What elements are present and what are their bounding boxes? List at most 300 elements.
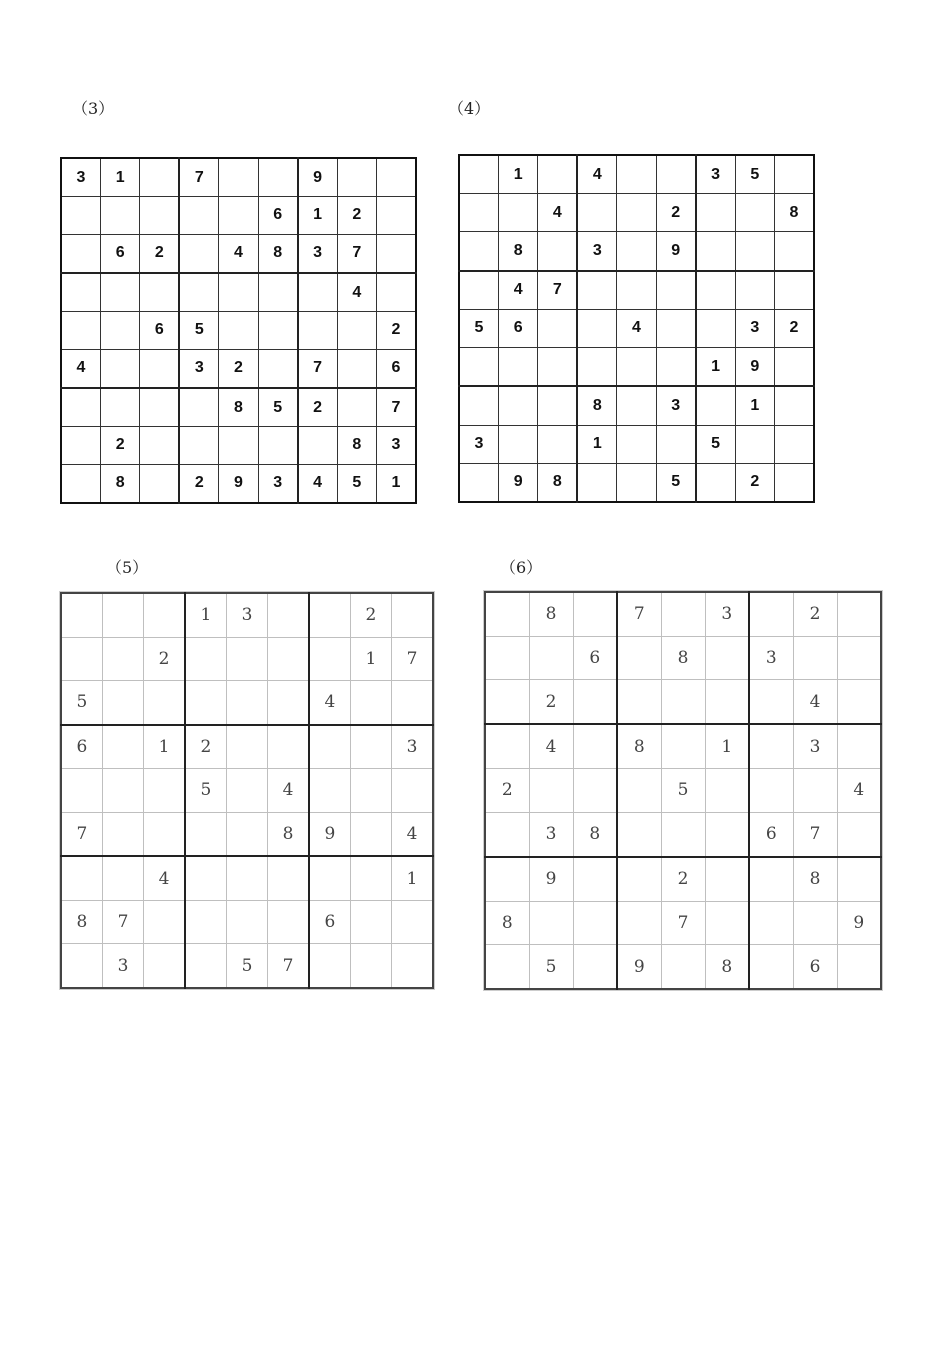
sudoku-cell [226,769,267,812]
sudoku-cell: 3 [735,310,774,348]
grid-row [485,769,881,812]
sudoku-cell [185,856,226,900]
grid-row [61,593,433,637]
sudoku-cell: 2 [661,857,705,901]
sudoku-cell: 8 [61,901,102,944]
sudoku-cell [337,312,376,350]
sudoku-cell [392,901,433,944]
grid-row [485,812,881,856]
sudoku-cell: 3 [656,386,695,425]
sudoku-cell: 8 [617,724,661,768]
sudoku-cell [102,725,143,769]
sudoku-cell: 1 [100,158,139,197]
sudoku-cell [140,197,179,235]
sudoku-cell [793,901,837,944]
sudoku-cell: 5 [459,310,498,348]
sudoku-cell [179,388,218,427]
sudoku-cell [485,857,529,901]
sudoku-cell: 4 [144,856,185,900]
sudoku-cell [837,724,881,768]
sudoku-grid-6 [484,591,882,990]
sudoku-cell: 6 [61,725,102,769]
sudoku-cell [144,901,185,944]
sudoku-cell [392,680,433,724]
sudoku-cell: 7 [337,234,376,273]
sudoku-cell: 6 [498,310,537,348]
sudoku-cell [749,769,793,812]
sudoku-cell [377,273,417,312]
sudoku-cell [219,273,258,312]
sudoku-cell [226,725,267,769]
sudoku-cell [538,155,577,194]
sudoku-cell: 7 [661,901,705,944]
sudoku-cell: 8 [219,388,258,427]
grid-row [459,310,814,348]
sudoku-cell [392,593,433,637]
sudoku-cell: 2 [350,593,391,637]
sudoku-cell [258,349,297,388]
sudoku-cell: 5 [529,945,573,989]
sudoku-cell: 2 [185,725,226,769]
sudoku-cell [179,427,218,465]
sudoku-cell [61,856,102,900]
grid-row [485,901,881,944]
sudoku-cell: 3 [793,724,837,768]
sudoku-cell [459,155,498,194]
sudoku-cell [377,197,417,235]
sudoku-cell: 1 [392,856,433,900]
sudoku-cell [309,593,350,637]
sudoku-cell [258,273,297,312]
sudoku-cell: 3 [749,636,793,679]
sudoku-cell [749,857,793,901]
sudoku-cell [705,636,749,679]
sudoku-cell: 3 [529,812,573,856]
sudoku-cell: 3 [577,232,616,271]
sudoku-cell: 5 [61,680,102,724]
sudoku-cell: 4 [793,680,837,724]
sudoku-cell [61,234,100,273]
sudoku-cell: 1 [696,347,735,386]
sudoku-cell: 9 [617,945,661,989]
sudoku-cell [735,232,774,271]
sudoku-cell [61,769,102,812]
sudoku-cell: 9 [656,232,695,271]
sudoku-cell [350,944,391,988]
grid-row [61,464,416,503]
sudoku-cell: 4 [837,769,881,812]
sudoku-cell [459,386,498,425]
sudoku-cell [577,271,616,310]
sudoku-cell [392,769,433,812]
sudoku-cell [337,349,376,388]
sudoku-cell: 3 [377,427,417,465]
sudoku-cell [573,680,617,724]
sudoku-cell [185,901,226,944]
sudoku-cell [144,944,185,988]
sudoku-cell: 7 [392,637,433,680]
sudoku-cell [837,857,881,901]
sudoku-cell: 3 [298,234,337,273]
sudoku-cell [617,857,661,901]
sudoku-cell: 6 [140,312,179,350]
sudoku-cell: 9 [309,812,350,856]
sudoku-cell [735,271,774,310]
sudoku-cell [144,680,185,724]
sudoku-cell: 3 [459,425,498,463]
sudoku-cell [837,812,881,856]
sudoku-cell: 7 [268,944,309,988]
grid-row [459,232,814,271]
puzzle-label-6: （6） [500,558,543,577]
sudoku-cell [226,680,267,724]
sudoku-cell [529,769,573,812]
sudoku-cell [573,901,617,944]
sudoku-cell: 4 [392,812,433,856]
sudoku-cell [268,637,309,680]
sudoku-cell [226,637,267,680]
sudoku-cell [377,234,417,273]
puzzle-label-3: （3） [72,99,115,118]
sudoku-cell [656,155,695,194]
sudoku-cell [377,158,417,197]
sudoku-cell: 9 [735,347,774,386]
sudoku-cell: 8 [498,232,537,271]
sudoku-cell [735,194,774,232]
sudoku-cell: 3 [61,158,100,197]
sudoku-cell [140,427,179,465]
grid-row [61,197,416,235]
sudoku-cell [529,636,573,679]
sudoku-cell: 5 [656,463,695,502]
sudoku-cell [696,232,735,271]
sudoku-cell [617,463,656,502]
sudoku-cell: 3 [179,349,218,388]
sudoku-cell [656,310,695,348]
grid-row [485,680,881,724]
sudoku-cell: 2 [485,769,529,812]
sudoku-cell [350,812,391,856]
sudoku-cell: 6 [793,945,837,989]
grid-row [61,725,433,769]
sudoku-cell [179,273,218,312]
sudoku-cell [309,769,350,812]
sudoku-cell [617,680,661,724]
sudoku-cell: 2 [179,464,218,503]
sudoku-cell: 5 [179,312,218,350]
sudoku-cell: 6 [258,197,297,235]
sudoku-cell: 1 [735,386,774,425]
sudoku-cell: 7 [377,388,417,427]
sudoku-cell: 3 [226,593,267,637]
sudoku-cell [573,945,617,989]
sudoku-cell: 5 [735,155,774,194]
grid-row [61,158,416,197]
sudoku-cell: 4 [617,310,656,348]
sudoku-cell: 8 [793,857,837,901]
sudoku-cell [144,812,185,856]
sudoku-cell: 6 [309,901,350,944]
sudoku-cell [577,347,616,386]
sudoku-cell: 3 [696,155,735,194]
sudoku-cell: 4 [268,769,309,812]
sudoku-cell: 1 [185,593,226,637]
sudoku-cell: 1 [377,464,417,503]
sudoku-cell: 1 [705,724,749,768]
sudoku-cell [837,945,881,989]
grid-row [459,463,814,502]
sudoku-cell: 1 [144,725,185,769]
sudoku-cell [498,347,537,386]
sudoku-cell [226,812,267,856]
sudoku-cell [350,856,391,900]
sudoku-cell [617,386,656,425]
grid-row [459,347,814,386]
sudoku-cell [309,637,350,680]
grid-row [61,812,433,856]
sudoku-cell: 7 [298,349,337,388]
grid-row [61,680,433,724]
sudoku-cell: 7 [793,812,837,856]
sudoku-cell [775,386,815,425]
sudoku-cell [258,158,297,197]
sudoku-cell [268,725,309,769]
sudoku-cell [617,232,656,271]
sudoku-cell [61,637,102,680]
sudoku-cell [350,901,391,944]
sudoku-cell [705,812,749,856]
sudoku-cell: 9 [219,464,258,503]
sudoku-cell [793,636,837,679]
sudoku-cell [61,388,100,427]
sudoku-cell [102,856,143,900]
sudoku-cell [140,273,179,312]
sudoku-cell [696,310,735,348]
sudoku-cell [573,769,617,812]
sudoku-cell: 8 [538,463,577,502]
sudoku-cell [226,856,267,900]
sudoku-cell [268,680,309,724]
grid-row [61,312,416,350]
sudoku-cell [144,593,185,637]
sudoku-cell [661,592,705,636]
sudoku-cell [185,812,226,856]
sudoku-cell: 8 [577,386,616,425]
sudoku-cell [775,155,815,194]
sudoku-cell [538,347,577,386]
sudoku-cell [837,592,881,636]
sudoku-cell [61,427,100,465]
sudoku-cell [837,680,881,724]
sudoku-cell [258,427,297,465]
sudoku-cell [617,769,661,812]
sudoku-cell: 2 [298,388,337,427]
sudoku-cell [696,271,735,310]
sudoku-cell [485,945,529,989]
sudoku-cell [102,680,143,724]
puzzle-label-5: （5） [106,558,149,577]
sudoku-cell [268,593,309,637]
sudoku-cell [459,347,498,386]
sudoku-cell [61,312,100,350]
sudoku-cell [775,232,815,271]
sudoku-cell [617,901,661,944]
sudoku-cell: 7 [538,271,577,310]
sudoku-cell: 8 [705,945,749,989]
sudoku-cell [309,944,350,988]
sudoku-cell: 6 [749,812,793,856]
sudoku-cell [837,636,881,679]
sudoku-cell [661,680,705,724]
sudoku-cell: 9 [498,463,537,502]
sudoku-cell [538,386,577,425]
sudoku-cell [100,197,139,235]
sudoku-cell [100,273,139,312]
sudoku-cell: 8 [258,234,297,273]
sudoku-cell: 2 [793,592,837,636]
sudoku-cell: 7 [179,158,218,197]
sudoku-cell [140,464,179,503]
grid-row [459,425,814,463]
sudoku-cell: 2 [144,637,185,680]
sudoku-cell [696,463,735,502]
sudoku-cell [661,945,705,989]
sudoku-cell [144,769,185,812]
sudoku-cell [298,312,337,350]
grid-row [61,944,433,988]
sudoku-cell: 4 [529,724,573,768]
grid-row [61,273,416,312]
sudoku-cell [350,680,391,724]
grid-row [61,769,433,812]
sudoku-cell [459,463,498,502]
sudoku-cell [61,273,100,312]
sudoku-cell [705,901,749,944]
sudoku-cell [617,347,656,386]
sudoku-cell [617,194,656,232]
sudoku-cell [350,725,391,769]
sudoku-cell: 2 [337,197,376,235]
sudoku-cell: 4 [498,271,537,310]
sudoku-cell: 2 [140,234,179,273]
sudoku-cell [577,310,616,348]
sudoku-cell [309,725,350,769]
sudoku-cell [185,944,226,988]
sudoku-cell [485,724,529,768]
sudoku-cell: 1 [498,155,537,194]
sudoku-cell: 4 [61,349,100,388]
sudoku-cell [617,812,661,856]
sudoku-cell [775,425,815,463]
sudoku-cell [459,271,498,310]
sudoku-cell: 2 [100,427,139,465]
sudoku-cell [793,769,837,812]
sudoku-cell [656,271,695,310]
sudoku-cell [219,312,258,350]
sudoku-cell: 9 [298,158,337,197]
grid-row [61,388,416,427]
sudoku-cell [337,388,376,427]
sudoku-cell [617,636,661,679]
sudoku-cell: 2 [656,194,695,232]
sudoku-cell: 4 [309,680,350,724]
sudoku-cell: 8 [485,901,529,944]
sudoku-cell: 7 [61,812,102,856]
sudoku-cell [696,386,735,425]
sudoku-cell: 5 [226,944,267,988]
sudoku-cell [100,349,139,388]
sudoku-cell [268,901,309,944]
sudoku-cell: 1 [577,425,616,463]
sudoku-cell: 6 [377,349,417,388]
sudoku-cell [485,636,529,679]
sudoku-cell: 3 [258,464,297,503]
sudoku-cell: 1 [350,637,391,680]
sudoku-cell [775,271,815,310]
sudoku-cell [61,944,102,988]
puzzle-label-4: （4） [448,99,491,118]
sudoku-cell: 8 [573,812,617,856]
sudoku-cell: 2 [377,312,417,350]
sudoku-cell [61,197,100,235]
sudoku-cell: 2 [529,680,573,724]
sudoku-cell [140,158,179,197]
sudoku-cell [179,234,218,273]
sudoku-cell: 3 [102,944,143,988]
sudoku-cell [140,388,179,427]
grid-row [485,857,881,901]
sudoku-cell [749,592,793,636]
sudoku-cell [140,349,179,388]
sudoku-cell [459,194,498,232]
sudoku-cell [749,680,793,724]
sudoku-cell: 8 [775,194,815,232]
grid-row [61,637,433,680]
sudoku-cell [749,901,793,944]
sudoku-cell: 8 [100,464,139,503]
sudoku-cell [100,312,139,350]
sudoku-cell: 7 [617,592,661,636]
sudoku-cell: 8 [529,592,573,636]
sudoku-cell [185,680,226,724]
sudoku-cell: 4 [577,155,616,194]
sudoku-cell [185,637,226,680]
sudoku-cell [498,194,537,232]
sudoku-cell: 5 [258,388,297,427]
grid-row [485,592,881,636]
sudoku-cell [529,901,573,944]
sudoku-cell [617,425,656,463]
sudoku-cell: 5 [696,425,735,463]
grid-row [485,945,881,989]
sudoku-cell [656,347,695,386]
sudoku-cell [577,463,616,502]
sudoku-cell: 6 [100,234,139,273]
sudoku-cell [459,232,498,271]
sudoku-cell: 4 [337,273,376,312]
sudoku-cell [485,812,529,856]
sudoku-cell: 5 [185,769,226,812]
sudoku-cell [498,425,537,463]
sudoku-cell: 8 [337,427,376,465]
grid-row [459,194,814,232]
sudoku-cell: 7 [102,901,143,944]
sudoku-cell [656,425,695,463]
sudoku-cell: 5 [337,464,376,503]
sudoku-cell [775,463,815,502]
sudoku-cell: 4 [219,234,258,273]
grid-row [459,155,814,194]
